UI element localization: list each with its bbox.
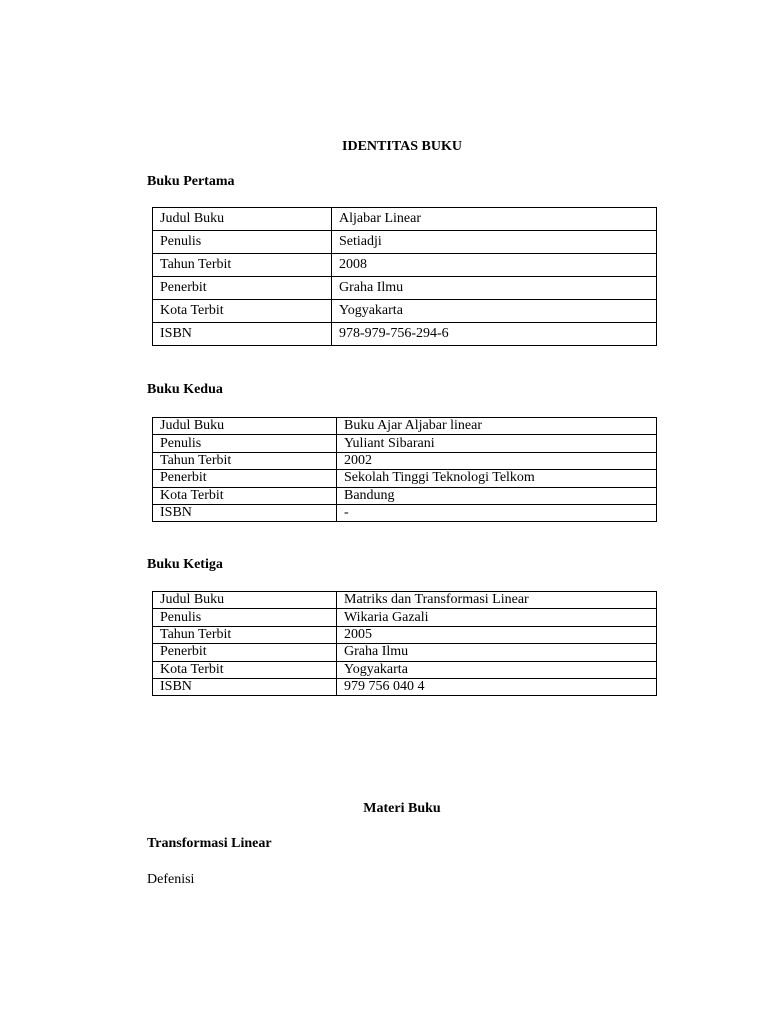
row-key: Kota Terbit <box>153 487 337 504</box>
row-key: ISBN <box>153 323 332 346</box>
row-value: 2002 <box>337 452 657 469</box>
book2-table <box>152 417 657 522</box>
table-row <box>153 208 657 231</box>
row-value: Setiadji <box>332 231 657 254</box>
table-row <box>153 254 657 277</box>
table-row <box>153 277 657 300</box>
row-key: Tahun Terbit <box>153 452 337 469</box>
row-key: ISBN <box>153 678 337 695</box>
row-value: Sekolah Tinggi Teknologi Telkom <box>337 470 657 487</box>
row-value: Buku Ajar Aljabar linear <box>337 418 657 435</box>
row-value: Yogyakarta <box>332 300 657 323</box>
row-key: Judul Buku <box>153 418 337 435</box>
row-value: 2008 <box>332 254 657 277</box>
row-value: Graha Ilmu <box>332 277 657 300</box>
row-value: Wikaria Gazali <box>337 609 657 626</box>
table-row <box>153 504 657 521</box>
table-row <box>153 470 657 487</box>
book1-table <box>152 207 657 346</box>
table-row <box>153 323 657 346</box>
table-row <box>153 592 657 609</box>
row-value: - <box>337 504 657 521</box>
row-value: Aljabar Linear <box>332 208 657 231</box>
table-row <box>153 661 657 678</box>
row-key: Penerbit <box>153 470 337 487</box>
row-key: Tahun Terbit <box>153 626 337 643</box>
row-key: Penulis <box>153 231 332 254</box>
row-key: Kota Terbit <box>153 300 332 323</box>
book3-table <box>152 591 657 696</box>
table-row <box>153 678 657 695</box>
row-key: Tahun Terbit <box>153 254 332 277</box>
row-value: Matriks dan Transformasi Linear <box>337 592 657 609</box>
table-row <box>153 418 657 435</box>
material-title: Materi Buku <box>363 801 441 816</box>
row-value: Bandung <box>337 487 657 504</box>
row-key: Penulis <box>153 609 337 626</box>
table-row <box>153 300 657 323</box>
row-key: Penerbit <box>153 277 332 300</box>
row-key: Kota Terbit <box>153 661 337 678</box>
row-key: Judul Buku <box>153 208 332 231</box>
section-heading: Transformasi Linear <box>147 836 272 851</box>
table-row <box>153 435 657 452</box>
table-row <box>153 231 657 254</box>
row-value: 979 756 040 4 <box>337 678 657 695</box>
table-row <box>153 626 657 643</box>
table-row <box>153 609 657 626</box>
row-value: 978-979-756-294-6 <box>332 323 657 346</box>
row-key: Penerbit <box>153 644 337 661</box>
table-row <box>153 487 657 504</box>
row-key: Judul Buku <box>153 592 337 609</box>
book2-heading: Buku Kedua <box>147 382 223 397</box>
book3-heading: Buku Ketiga <box>147 557 223 572</box>
body-text: Defenisi <box>147 872 195 887</box>
book1-heading: Buku Pertama <box>147 174 235 189</box>
row-value: Graha Ilmu <box>337 644 657 661</box>
document-title: IDENTITAS BUKU <box>342 139 462 154</box>
row-value: Yogyakarta <box>337 661 657 678</box>
row-value: 2005 <box>337 626 657 643</box>
row-value: Yuliant Sibarani <box>337 435 657 452</box>
table-row <box>153 452 657 469</box>
row-key: ISBN <box>153 504 337 521</box>
row-key: Penulis <box>153 435 337 452</box>
table-row <box>153 644 657 661</box>
